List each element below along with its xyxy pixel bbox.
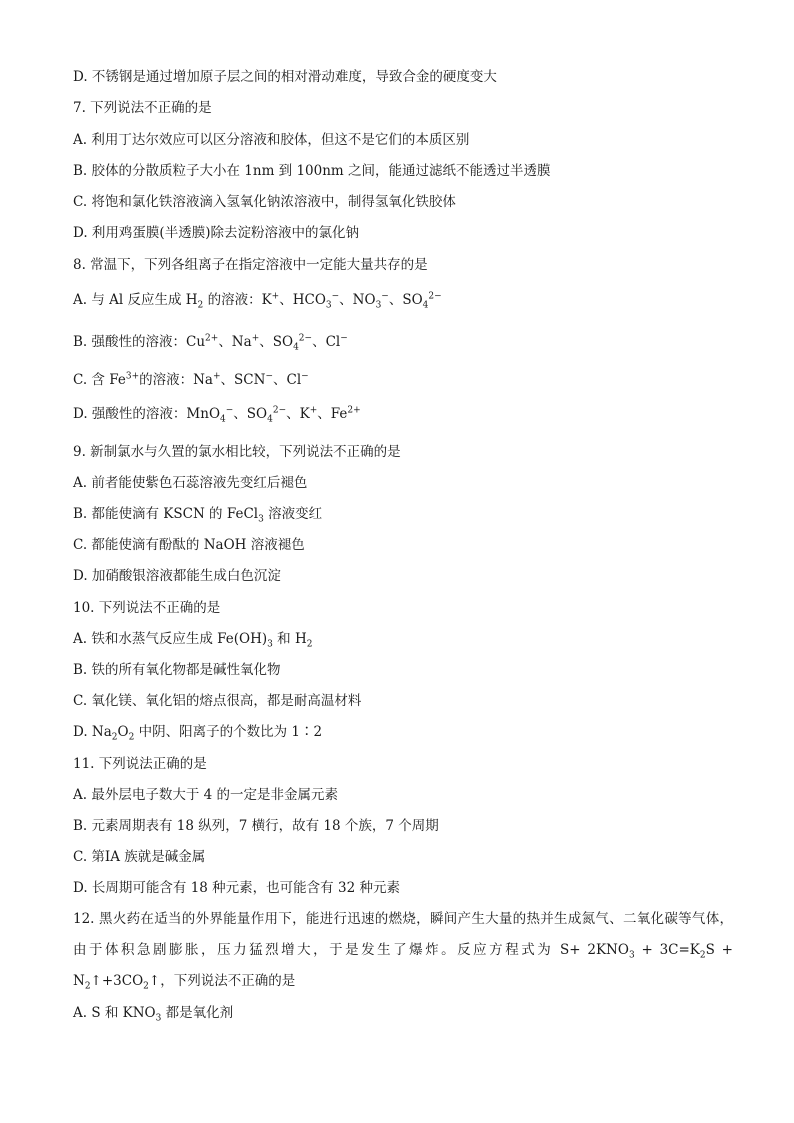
q9-option-c: C. 都能使滴有酚酞的 NaOH 溶液褪色 — [73, 537, 305, 553]
q7-stem: 7. 下列说法不正确的是 — [73, 100, 212, 116]
q9-option-d: D. 加硝酸银溶液都能生成白色沉淀 — [73, 568, 281, 584]
q12-stem: 12. 黑火药在适当的外界能量作用下，能进行迅速的燃烧，瞬间产生大量的热并生成氮气、二氧化碳等气体，由于体积急剧膨胀，压力猛烈增大，于是发生了爆炸。反应方程式为 $S+ 2KNO_3 + 3C=K_2S$ + $N_2↑+3CO_2↑$，下列说法不正确的是 — [73, 911, 733, 992]
q10-option-d: D. $Na_2O_2$ 中阴、阳离子的个数比为 1∶2 — [73, 724, 323, 743]
q7-option-b: B. 胶体的分散质粒子大小在 1nm 到 100nm 之间，能通过滤纸不能透过半透膜 — [73, 163, 551, 179]
q11-stem: 11. 下列说法正确的是 — [73, 756, 207, 772]
q10-option-b: B. 铁的所有氧化物都是碱性氧化物 — [73, 662, 281, 678]
q11-option-b: B. 元素周期表有 18 纵列，7 横行，故有 18 个族，7 个周期 — [73, 818, 439, 834]
q8-stem: 8. 常温下，下列各组离子在指定溶液中一定能大量共存的是 — [73, 257, 428, 273]
q7-option-a: A. 利用丁达尔效应可以区分溶液和胶体，但这不是它们的本质区别 — [73, 132, 470, 148]
q10-stem: 10. 下列说法不正确的是 — [73, 600, 221, 616]
q8-option-a: A. 与 Al 反应生成 $H_2$ 的溶液：K+、$HCO_3^-$、$NO_3^-$、$SO_4^{2-}$ — [73, 291, 442, 311]
q11-option-c: C. 第ⅠA 族就是碱金属 — [73, 849, 206, 865]
q11-option-a: A. 最外层电子数大于 4 的一定是非金属元素 — [73, 787, 339, 803]
q7-option-d: D. 利用鸡蛋膜(半透膜)除去淀粉溶液中的氯化钠 — [73, 225, 359, 241]
q9-option-a: A. 前者能使紫色石蕊溶液先变红后褪色 — [73, 475, 308, 491]
q7-option-c: C. 将饱和氯化铁溶液滴入氢氧化钠浓溶液中，制得氢氧化铁胶体 — [73, 194, 456, 210]
q9-stem: 9. 新制氯水与久置的氯水相比较，下列说法不正确的是 — [73, 444, 401, 460]
q8-option-b: B. 强酸性的溶液：$Cu^{2+}$、Na+、$SO_4^{2-}$、Cl− — [73, 333, 348, 353]
q8-option-c: C. 含 $Fe^{3+}$的溶液：Na+、SCN−、Cl− — [73, 371, 309, 388]
q11-option-d: D. 长周期可能含有 18 种元素，也可能含有 32 种元素 — [73, 880, 400, 896]
q10-option-a: A. 铁和水蒸气反应生成 $Fe(OH)_3$ 和 $H_2$ — [73, 631, 313, 650]
q12-option-a: A. S 和 $KNO_3$ 都是氧化剂 — [73, 1005, 234, 1024]
q8-option-d: D. 强酸性的溶液：MnO$_4$−、$SO_4^{2-}$、K+、$Fe^{2+}$ — [73, 405, 361, 425]
q10-option-c: C. 氧化镁、氧化铝的熔点很高，都是耐高温材料 — [73, 693, 362, 709]
q9-option-b: B. 都能使滴有 KSCN 的 FeCl$_3$ 溶液变红 — [73, 506, 323, 525]
q6-option-d: D. 不锈钢是通过增加原子层之间的相对滑动难度，导致合金的硬度变大 — [73, 69, 497, 85]
